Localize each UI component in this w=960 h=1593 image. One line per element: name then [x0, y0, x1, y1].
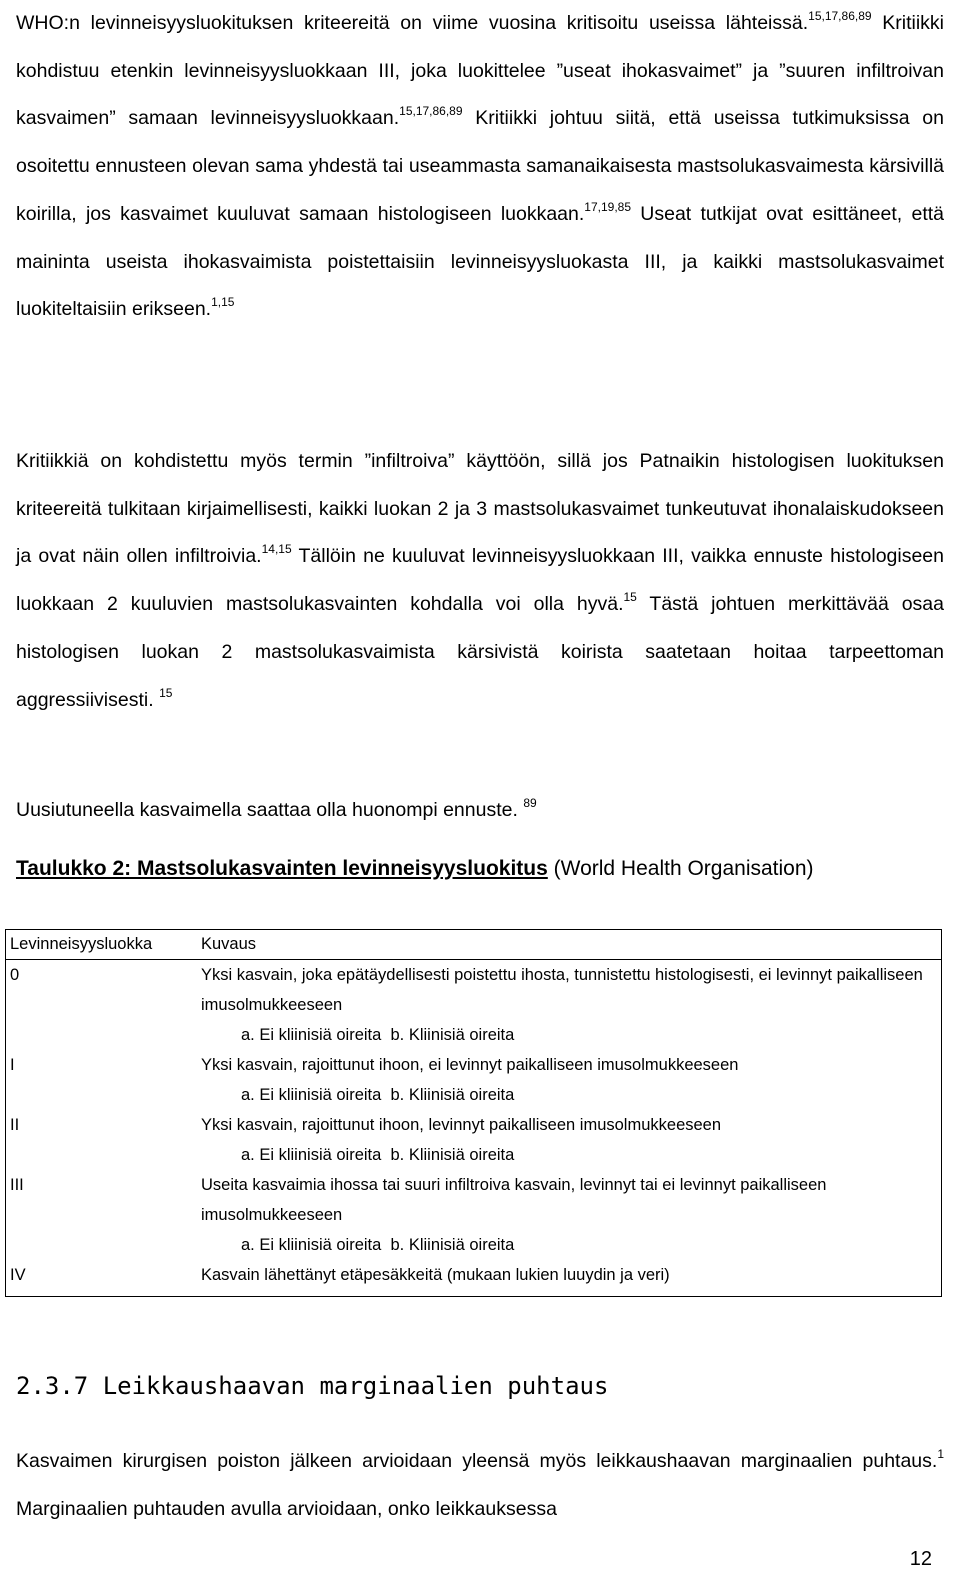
option-a: a. Ei kliinisiä oireita	[241, 1236, 382, 1254]
citation: 14,15	[261, 542, 292, 557]
symptom-options	[201, 1140, 936, 1170]
citation: 1	[937, 1447, 944, 1461]
section-title: Leikkaushaavan marginaalien puhtaus	[102, 1372, 609, 1400]
description-text: Yksi kasvain, rajoittunut ihoon, levinnyt paikalliseen imusolmukkeeseen	[201, 1116, 722, 1134]
table-caption	[16, 857, 814, 881]
citation: 15	[159, 685, 173, 700]
symptom-options	[201, 1020, 936, 1050]
text-span: Tällöin ne kuuluvat levinneisyysluokkaan III, vaikka ennuste histologiseen luokkaan 2 kuuluvien mastsolukasvainten kohdalla voi olla hyvä.	[16, 545, 945, 616]
option-b: b. Kliinisiä oireita	[390, 1026, 515, 1044]
text-span: Kritiikki johtuu siitä, että useissa tutkimuksissa on osoitettu ennusteen olevan sama yhdestä tai useammasta samanaikaisesta mastsolukasvaimesta kärsivillä koirilla, jos kasvaimet kuuluvat samaan histologiseen luokkaan.	[16, 107, 944, 225]
paragraph-margins	[16, 1437, 944, 1533]
grade-cell: I	[10, 1056, 15, 1074]
citation: 15,17,86,89	[399, 104, 463, 119]
text-span: WHO:n levinneisyysluokituksen kriteereitä on viime vuosina kritisoitu useissa lähteissä.	[16, 12, 809, 34]
option-b: b. Kliinisiä oireita	[390, 1146, 515, 1164]
description-cell	[196, 1170, 942, 1260]
description-text: Kasvain lähettänyt etäpesäkkeitä (mukaan lukien luuydin ja veri)	[201, 1266, 670, 1284]
grade-cell: 0	[10, 966, 20, 984]
citation: 15,17,86,89	[808, 9, 872, 23]
table-row	[5, 1170, 942, 1260]
grade-cell: III	[10, 1176, 24, 1194]
description-text: Yksi kasvain, rajoittunut ihoon, ei levinnyt paikalliseen imusolmukkeeseen	[201, 1056, 739, 1074]
paragraph-infiltrative-term	[16, 438, 944, 724]
description-cell	[196, 960, 942, 1051]
text-span: Kritiikki kohdistuu etenkin levinneisyysluokkaan III, joka luokittelee ”useat ihokasvaimet” ja ”suuren infiltroivan kasvaimen” samaan levinneisyysluokkaan.	[16, 12, 944, 130]
text-span: Useat tutkijat ovat esittäneet, että maininta useista ihokasvaimista poistettaisiin levinneisyysluokasta III, ja kaikki mastsolukasvaimet luokiteltaisiin erikseen.	[16, 202, 945, 321]
section-heading	[16, 1372, 608, 1400]
option-a: a. Ei kliinisiä oireita	[241, 1086, 382, 1104]
caption-source: (World Health Organisation)	[547, 857, 814, 880]
caption-label: Taulukko 2: Mastsolukasvainten levinneisyysluokitus	[16, 857, 548, 880]
staging-table	[5, 929, 942, 1293]
grade-cell: II	[10, 1116, 20, 1134]
grade-cell: IV	[10, 1266, 26, 1284]
text-span: Tästä johtuen merkittävää osaa histologisen luokan 2 mastsolukasvaimista kärsivistä koirista saatetaan hoitaa tarpeettoman aggressiivisesti.	[16, 593, 944, 711]
table-header-row	[5, 929, 942, 960]
text-span: Kasvaimen kirurgisen poiston jälkeen arvioidaan yleensä myös leikkaushaavan marginaalien puhtaus.	[16, 1450, 938, 1472]
citation: 15	[623, 590, 637, 605]
citation: 89	[523, 796, 537, 810]
page-number: 12	[909, 1548, 932, 1570]
option-a: a. Ei kliinisiä oireita	[241, 1026, 382, 1044]
symptom-options	[201, 1080, 936, 1110]
table-row	[5, 1260, 942, 1293]
text-span: Uusiutuneella kasvaimella saattaa olla huonompi ennuste.	[16, 799, 518, 821]
description-text: Useita kasvaimia ihossa tai suuri infiltroiva kasvain, levinnyt tai ei levinnyt paikalliseen imusolmukkeeseen	[201, 1176, 827, 1224]
table-row	[5, 1110, 942, 1170]
text-span: Kritiikkiä on kohdistettu myös termin ”infiltroiva” käyttöön, sillä jos Patnaikin histologisen luokituksen kriteereitä tulkitaan kirjaimellisesti, kaikki luokan 2 ja 3 mastsolukasvaimet tunkeutuvat ihonalaiskudokseen ja ovat näin ollen infiltroivia.	[16, 450, 944, 568]
paragraph-recurrent-tumor	[16, 787, 944, 835]
option-b: b. Kliinisiä oireita	[390, 1236, 515, 1254]
section-number: 2.3.7	[16, 1372, 89, 1400]
option-b: b. Kliinisiä oireita	[390, 1086, 515, 1104]
description-cell	[196, 1260, 942, 1293]
citation: 17,19,85	[584, 199, 632, 214]
table-row	[5, 1050, 942, 1110]
description-text: Yksi kasvain, joka epätäydellisesti poistettu ihosta, tunnistettu histologisesti, ei levinnyt paikalliseen imusolmukkeeseen	[201, 966, 923, 1014]
description-cell	[196, 1110, 942, 1170]
symptom-options	[201, 1230, 936, 1260]
paragraph-who-criticism	[16, 0, 944, 334]
option-a: a. Ei kliinisiä oireita	[241, 1146, 382, 1164]
column-header-description: Kuvaus	[196, 929, 942, 960]
column-header-grade: Levinneisyysluokka	[5, 929, 196, 960]
table-row	[5, 960, 942, 1051]
description-cell	[196, 1050, 942, 1110]
citation: 1,15	[211, 295, 235, 310]
text-span: Marginaalien puhtauden avulla arvioidaan, onko leikkauksessa	[16, 1498, 557, 1520]
